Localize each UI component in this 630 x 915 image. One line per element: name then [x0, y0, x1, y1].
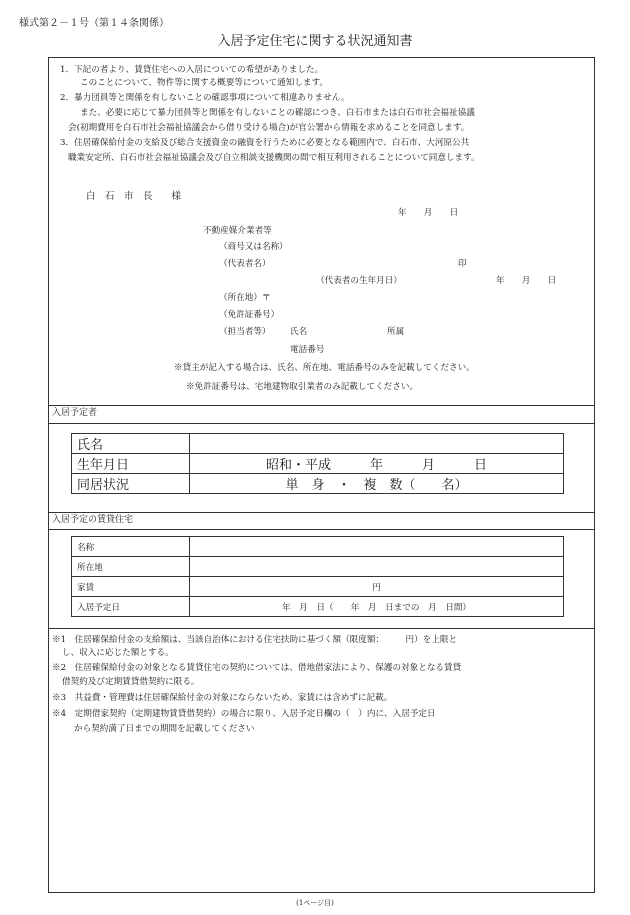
- notification-date: 年 月 日: [398, 208, 459, 218]
- section-divider: [48, 529, 595, 530]
- sender-license-label: （免許証番号）: [219, 310, 280, 320]
- housing-movein-field[interactable]: 年 月 日（ 年 月 日までの 月 日間）: [190, 597, 564, 617]
- footnote-4-line1: ※4 定期借家契約（定期建物賃貸借契約）の場合に限り、入居予定日欄の（ ）内に、入居予定日: [52, 709, 436, 719]
- housing-address-field[interactable]: [190, 557, 564, 577]
- sender-representative-label: （代表者名）: [219, 259, 271, 269]
- occupant-section-label: 入居予定者: [52, 408, 98, 418]
- section-divider: [48, 405, 595, 406]
- intro-item2-line1: 2．暴力団員等と関係を有しないことの確認事項について相違ありません。: [60, 93, 350, 103]
- table-row: [72, 454, 564, 474]
- section-divider: [48, 512, 595, 513]
- occupant-table: [71, 433, 564, 494]
- sender-address-label: （所在地）〒: [219, 293, 271, 303]
- table-row: [72, 557, 564, 577]
- occupant-name-label: 氏名: [72, 434, 190, 454]
- section-divider: [48, 628, 595, 629]
- sender-dept-label: 所属: [387, 327, 405, 337]
- occupant-name-field[interactable]: [190, 434, 564, 454]
- rep-birth-date: 年 月 日: [496, 276, 557, 286]
- footnote-1-line2: し、収入に応じた額とする。: [62, 648, 174, 658]
- page-number: (1ページ目): [296, 899, 334, 907]
- section-divider: [48, 423, 595, 424]
- sender-trade-name-label: （商号又は名称）: [219, 242, 288, 252]
- housing-address-label: 所在地: [72, 557, 190, 577]
- housing-name-label: 名称: [72, 537, 190, 557]
- footnote-2-line2: 借契約及び定期賃貸借契約に限る。: [62, 677, 200, 687]
- housing-movein-label: 入居予定日: [72, 597, 190, 617]
- sender-note-license: ※免許証番号は、宅地建物取引業者のみ記載してください。: [186, 382, 419, 392]
- intro-item1-line2: このことについて、物件等に関する概要等について通知します。: [80, 78, 329, 88]
- intro-item2-line2: また、必要に応じて暴力団員等と関係を有しないことの確認につき、白石市または白石市社会福祉協議: [80, 108, 475, 118]
- table-row: [72, 597, 564, 617]
- table-row: [72, 577, 564, 597]
- table-row: [72, 537, 564, 557]
- housing-rent-field[interactable]: 円: [190, 577, 564, 597]
- table-row: [72, 474, 564, 494]
- occupant-birthdate-label: 生年月日: [72, 454, 190, 474]
- occupant-birthdate-field[interactable]: 昭和・平成 年 月 日: [190, 454, 564, 474]
- footnote-3: ※3 共益費・管理費は住居確保給付金の対象にならないため、家賃には含めずに記載。: [52, 693, 393, 703]
- sender-phone-label: 電話番号: [290, 345, 325, 355]
- intro-item3-line2: 職業安定所、白石市社会福祉協議会及び自立相談支援機関の間で相互利用されることについて同意します。: [68, 153, 480, 163]
- table-row: [72, 434, 564, 454]
- sender-name-label: 氏名: [290, 327, 308, 337]
- sender-heading: 不動産媒介業者等: [203, 226, 272, 236]
- addressee: 白 石 市 長 様: [86, 191, 182, 202]
- footnote-4-line2: から契約満了日までの期間を記載してください: [74, 724, 255, 734]
- occupant-household-label: 同居状況: [72, 474, 190, 494]
- intro-item1-line1: 1．下記の者より、賃貸住宅への入居についての希望がありました。: [60, 65, 324, 75]
- intro-item2-line3: 会(初期費用を白石市社会福祉協議会から借り受ける場合)が官公署から情報を求めることを同意します。: [68, 123, 470, 133]
- housing-rent-label: 家賃: [72, 577, 190, 597]
- housing-section-label: 入居予定の賃貸住宅: [52, 515, 134, 525]
- seal-mark: 印: [458, 259, 467, 269]
- housing-name-field[interactable]: [190, 537, 564, 557]
- sender-person-label: （担当者等）: [219, 327, 271, 337]
- rep-birth-label: （代表者の生年月日）: [316, 276, 402, 286]
- sender-note-landlord: ※貸主が記入する場合は、氏名、所在地、電話番号のみを記載してください。: [174, 363, 475, 373]
- housing-table: [71, 536, 564, 617]
- footnote-1-line1: ※1 住居確保給付金の支給額は、当該自治体における住宅扶助に基づく額（限度額： 円）を上限と: [52, 635, 458, 645]
- document-title: 入居予定住宅に関する状況通知書: [217, 34, 413, 49]
- form-number: 様式第２－１号（第１４条関係）: [19, 18, 169, 29]
- intro-item3-line1: 3．住居確保給付金の支給及び総合支援資金の融資を行うために必要となる範囲内で、白石市、大河原公共: [60, 138, 470, 148]
- occupant-household-field[interactable]: 単 身 ・ 複 数（ 名）: [190, 474, 564, 494]
- footnote-2-line1: ※2 住居確保給付金の対象となる賃貸住宅の契約については、借地借家法により、保護の対象となる賃貸: [52, 663, 462, 673]
